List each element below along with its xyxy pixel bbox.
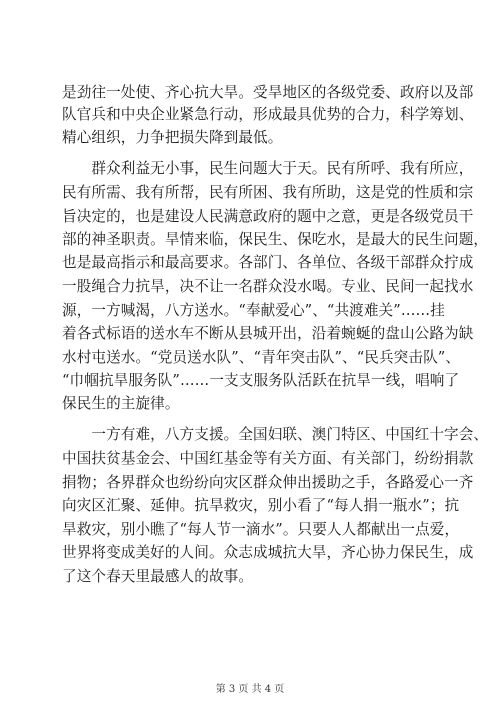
text-line: 着各式标语的送水车不断从县城开出，沿着蜿蜒的盘山公路为缺	[62, 325, 474, 342]
text-line: 水村屯送水。“党员送水队”、“青年突击队”、“民兵突击队”、	[62, 349, 461, 366]
text-line: 中国扶贫基金会、中国红基金等有关方面、有关部门，纷纷捐款	[62, 450, 474, 467]
text-line: 旱救灾，别小瞧了“每人节一滴水”。只要人人都献出一点爱，	[62, 521, 460, 538]
text-line: 世界将变成美好的人间。众志成城抗大旱，齐心协力保民生，成	[62, 544, 474, 561]
text-line: “巾帼抗旱服务队”……一支支服务队活跃在抗旱一线，唱响了	[62, 372, 460, 389]
text-line: 群众利益无小事，民生问题大于天。民有所呼、我有所应，	[62, 160, 474, 177]
text-line: 旨决定的，也是建设人民满意政府的题中之意，更是各级党员干	[62, 208, 474, 225]
text-line: 民有所需、我有所帮，民有所困、我有所助，这是党的性质和宗	[62, 184, 474, 201]
text-line: 了这个春天里最感人的故事。	[62, 568, 254, 585]
text-line: 部的神圣职责。旱情来临，保民生、保吃水，是最大的民生问题，	[62, 231, 489, 248]
text-line: 保民生的主旋律。	[62, 395, 180, 412]
text-line: 一股绳合力抗旱，决不让一名群众没水喝。专业、民间一起找水	[62, 278, 474, 295]
text-line: 队官兵和中央企业紧急行动，形成最具优势的合力，科学筹划、	[62, 106, 474, 123]
text-line: 精心组织，力争把损失降到最低。	[62, 129, 283, 146]
text-line: 源，一方喊渴，八方送水。“奉献爱心”、“共渡难关”……挂	[62, 302, 445, 319]
text-line: 也是最高指示和最高要求。各部门、各单位、各级干部群众拧成	[62, 254, 474, 271]
text-line: 一方有难，八方支援。全国妇联、澳门特区、中国红十字会、	[62, 426, 489, 443]
text-line: 捐物；各界群众也纷纷向灾区群众伸出援助之手，各路爱心一齐	[62, 474, 474, 491]
text-line: 是劲往一处使、齐心抗大旱。受旱地区的各级党委、政府以及部	[62, 84, 474, 101]
text-line: 向灾区汇聚、延伸。抗旱救灾，别小看了“每人捐一瓶水”；抗	[62, 497, 460, 514]
page-footer: 第 3 页 共 4 页	[215, 684, 285, 695]
